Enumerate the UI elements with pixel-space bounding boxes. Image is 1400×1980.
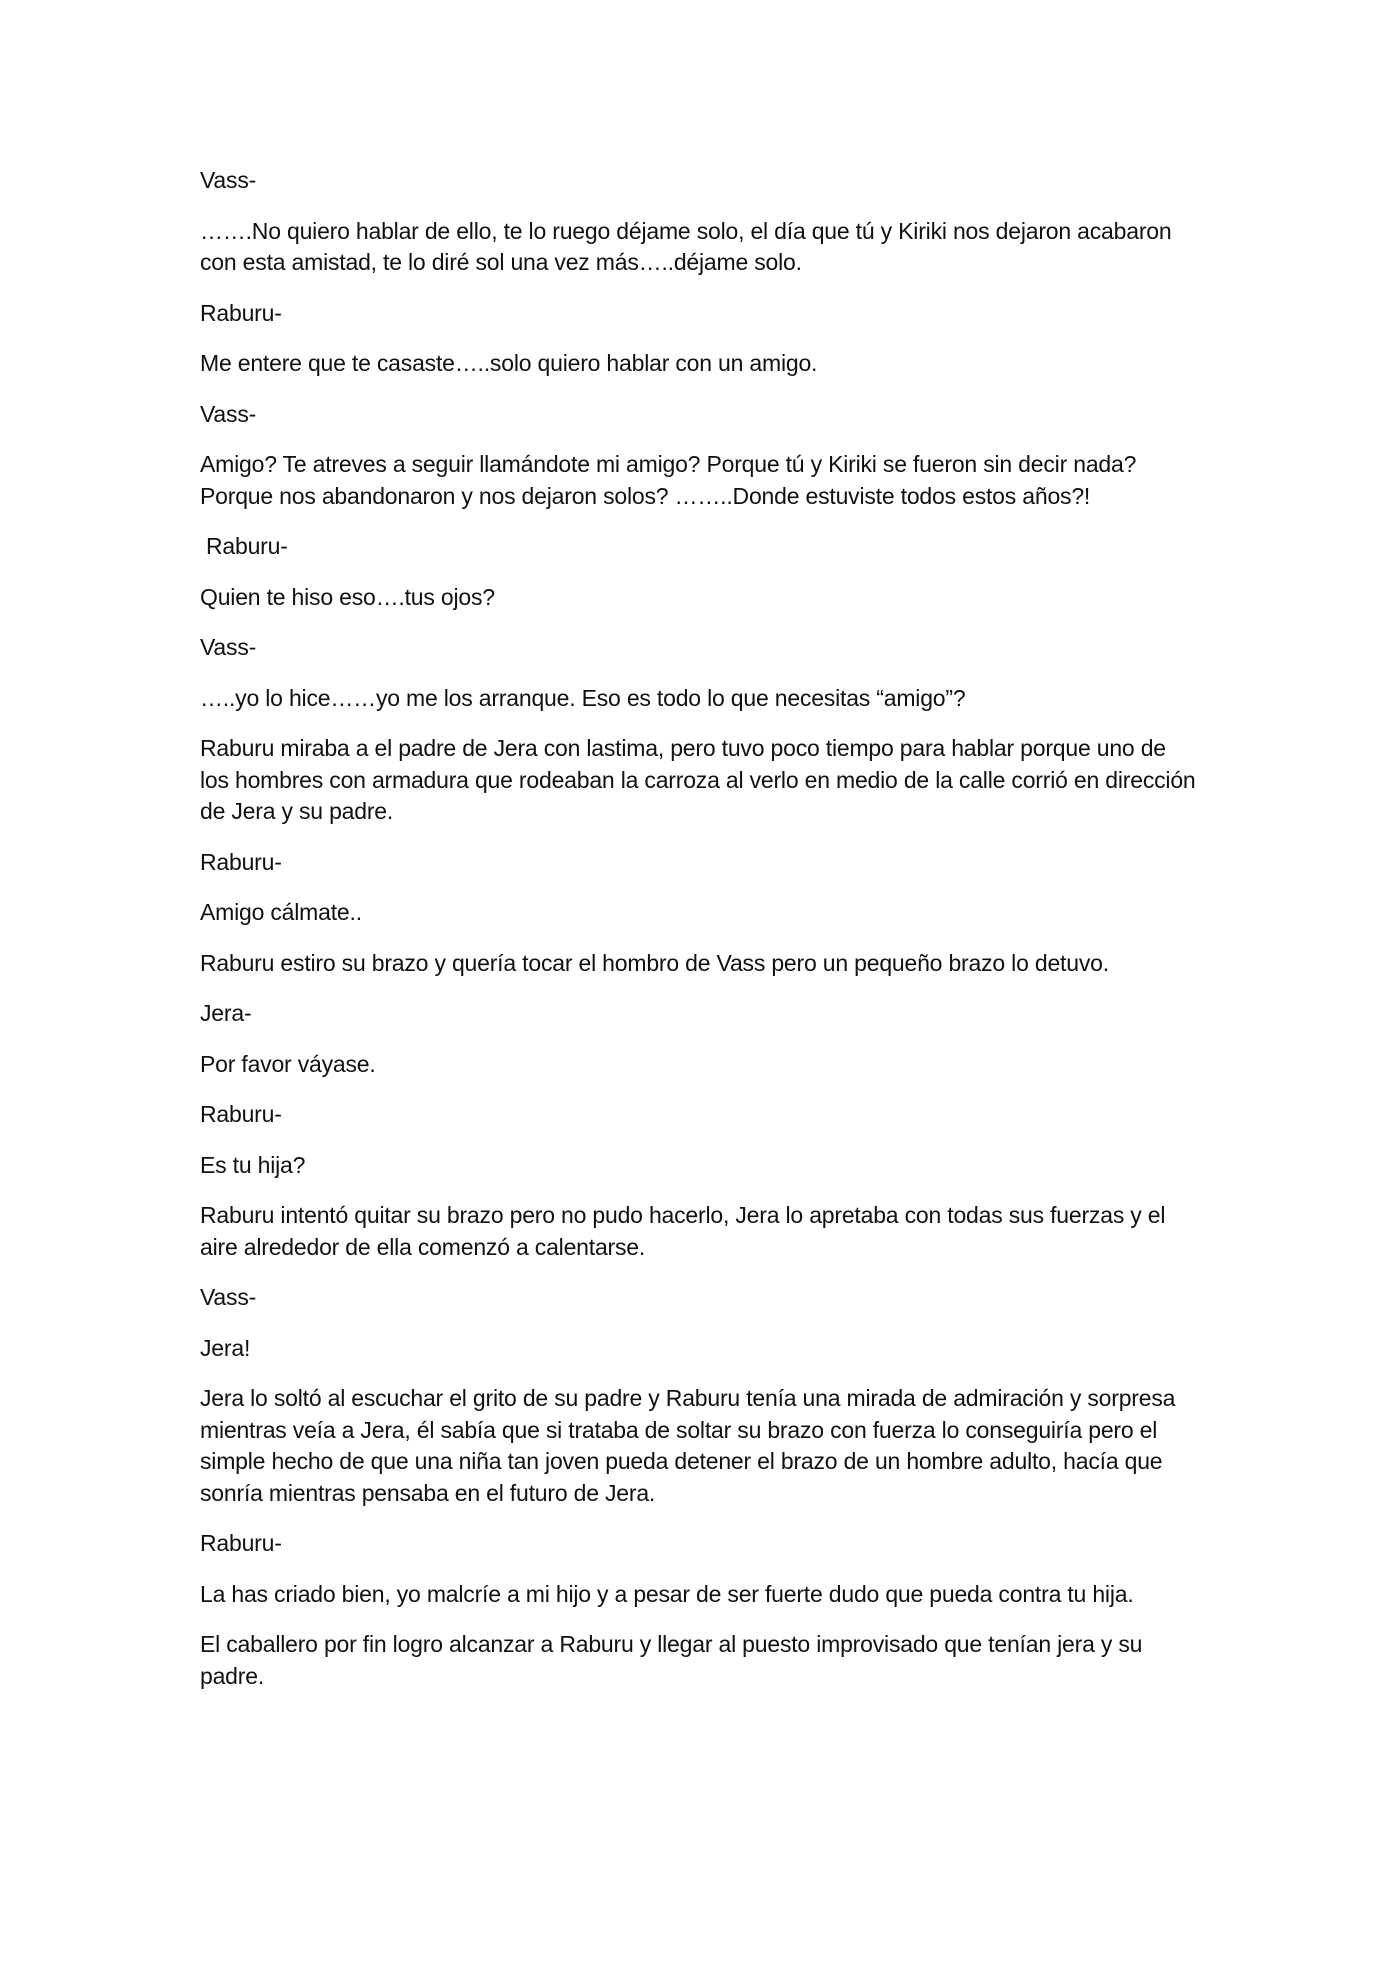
dialogue-paragraph: Me entere que te casaste…..solo quiero hablar con un amigo. xyxy=(200,350,818,376)
narration-paragraph: Jera lo soltó al escuchar el grito de su padre y Raburu tenía una mirada de admiración y sorpresa mientras veía a Jera, él sabía que si trataba de soltar su brazo con fuerza lo conseguiría pero el simple hecho de que una niña tan joven pueda detener el brazo de un hombre adulto, hacía que sonría mientras pensaba en el futuro de Jera. xyxy=(200,1385,1176,1506)
speaker-label: Jera- xyxy=(200,1000,252,1026)
speaker-label: Vass- xyxy=(200,167,257,193)
speaker-label: Raburu- xyxy=(200,299,282,326)
narration-paragraph: Raburu estiro su brazo y quería tocar el hombro de Vass pero un pequeño brazo lo detuvo. xyxy=(200,949,1109,976)
dialogue-paragraph: Amigo? Te atreves a seguir llamándote mi amigo? Porque tú y Kiriki se fueron sin decir nada? Porque nos abandonaron y nos dejaron solos? ……..Donde estuviste todos estos años?! xyxy=(200,451,1137,509)
narration-paragraph: Raburu intentó quitar su brazo pero no pudo hacerlo, Jera lo apretaba con todas sus fuerzas y el aire alrededor de ella comenzó a calentarse. xyxy=(200,1202,1166,1260)
dialogue-paragraph: Por favor váyase. xyxy=(200,1050,376,1077)
speaker-label: Raburu- xyxy=(206,533,288,559)
dialogue-paragraph: Es tu hija? xyxy=(200,1151,306,1178)
dialogue-paragraph: Jera! xyxy=(200,1334,251,1361)
speaker-label: Vass- xyxy=(200,1284,257,1310)
speaker-label: Raburu- xyxy=(200,1530,282,1556)
dialogue-paragraph: La has criado bien, yo malcríe a mi hijo y a pesar de ser fuerte dudo que pueda contra tu hija. xyxy=(200,1580,1134,1607)
dialogue-paragraph: Quien te hiso eso….tus ojos? xyxy=(200,583,495,610)
speaker-label: Vass- xyxy=(200,634,257,660)
speaker-label: Raburu- xyxy=(200,1101,282,1127)
dialogue-paragraph: …….No quiero hablar de ello, te lo ruego déjame solo, el día que tú y Kiriki nos dejaron acabaron con esta amistad, te lo diré sol una vez más…..déjame solo. xyxy=(200,217,1172,275)
speaker-label: Raburu- xyxy=(200,848,282,875)
dialogue-paragraph: Amigo cálmate.. xyxy=(200,899,362,925)
speaker-label: Vass- xyxy=(200,400,257,427)
narration-paragraph: El caballero por fin logro alcanzar a Raburu y llegar al puesto improvisado que tenían jera y su padre. xyxy=(200,1631,1143,1689)
document-body xyxy=(200,165,1200,1711)
dialogue-paragraph: …..yo lo hice……yo me los arranque. Eso es todo lo que necesitas “amigo”? xyxy=(200,684,966,711)
narration-paragraph: Raburu miraba a el padre de Jera con lastima, pero tuvo poco tiempo para hablar porque uno de los hombres con armadura que rodeaban la carroza al verlo en medio de la calle corrió en dirección de Jera y su padre. xyxy=(200,735,1196,824)
